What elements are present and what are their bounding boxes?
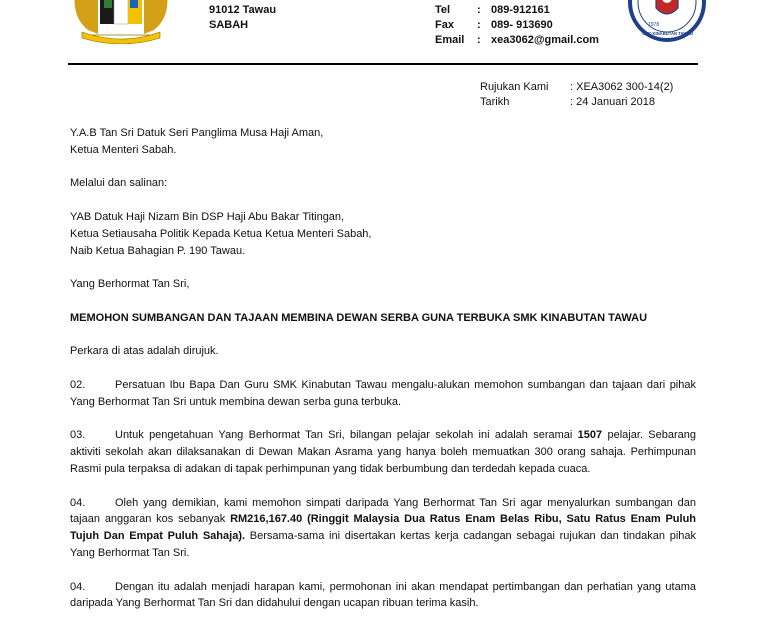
paragraph-04b [70, 579, 696, 613]
rujukan-label: Rujukan Kami [480, 81, 549, 93]
intro-line: Perkara di atas adalah dirujuk. [70, 345, 219, 358]
paragraph-number: 03. [70, 429, 86, 442]
cost-amount: RM216,167.40 (Ringgit Malaysia Dua Ratus Enam Belas Ribu, Satu Ratus Enam Puluh Tujuh Dan Empat Puluh Sahaja). [70, 513, 697, 543]
paragraph-text: Bersama-sama ini disertakan kertas kerja cadangan sebagai rujukan dan tindakan pihak Yang Berhormat Tan Sri. [70, 530, 697, 559]
contact-value: 089-912161 [491, 4, 550, 16]
letter-body [70, 125, 696, 612]
cc-title: Ketua Setiausaha Politik Kepada Ketua Ketua Menteri Sabah, [70, 227, 372, 240]
contact-separator: : [477, 4, 481, 16]
contact-block [435, 3, 599, 48]
contact-label: Fax [435, 19, 454, 31]
subject-line [70, 310, 696, 327]
subject-text: MEMOHON SUMBANGAN DAN TAJAAN MEMBINA DEWAN SERBA GUNA TERBUKA SMK KINABUTAN TAWAU [70, 311, 648, 324]
contact-label: Tel [435, 4, 451, 16]
via-copy: Melalui dan salinan: [70, 177, 168, 190]
contact-value: 089- 913690 [491, 19, 553, 31]
paragraph-04a [70, 495, 696, 562]
salutation: Yang Berhormat Tan Sri, [70, 278, 190, 291]
paragraph-number: 04. [70, 580, 86, 593]
paragraph-03 [70, 427, 696, 477]
tarikh-value: : 24 Januari 2018 [570, 96, 656, 108]
paragraph-number: 02. [70, 378, 86, 391]
contact-value: xea3062@gmail.com [491, 34, 599, 46]
contact-fax [435, 18, 599, 33]
badge-year: 1978 [648, 22, 660, 28]
reference-block [480, 80, 673, 110]
school-badge-logo [626, 0, 708, 44]
contact-label: Email [435, 34, 465, 46]
contact-separator: : [477, 34, 481, 46]
coat-of-arms-logo [68, 0, 174, 44]
paragraph-02 [70, 377, 696, 411]
contact-separator: : [477, 19, 481, 31]
paragraph-text: Untuk pengetahuan Yang Berhormat Tan Sri, bilangan pelajar sekolah ini adalah seramai [115, 429, 578, 442]
paragraph-text: pelajar. Sebarang aktiviti sekolah akan dilaksanakan di Dewan Makan Asrama yang hanya boleh memuatkan 300 orang sahaja. Perhimpunan Rasmi pula terpaksa di adakan di tapak perhimpunan yang tidak berbumbung dan terdedah kepada cuaca. [70, 429, 696, 475]
tarikh-label: Tarikh [480, 96, 510, 108]
contact-tel [435, 3, 599, 18]
paragraph-text: Dengan itu adalah menjadi harapan kami, permohonan ini akan mendapat pertimbangan dan perhatian yang utama daripada Yang Berhormat Tan Sri dan didahului dengan ucapan ribuan terima kasih. [70, 580, 696, 610]
recipient-name: Y.A.B Tan Sri Datuk Seri Panglima Musa Haji Aman, [70, 127, 324, 139]
student-count: 1507 [577, 429, 603, 442]
address-state: SABAH [209, 19, 249, 31]
cc-name: YAB Datuk Haji Nizam Bin DSP Haji Abu Bakar Titingan, [70, 210, 345, 223]
badge-school-name: SMK KINABUTAN TAWAU [642, 31, 694, 36]
contact-email [435, 33, 599, 48]
cc-position: Naib Ketua Bahagian P. 190 Tawau. [70, 244, 246, 257]
recipient-title: Ketua Menteri Sabah. [70, 143, 177, 156]
header-divider [68, 63, 698, 65]
address-line: 91012 Tawau [209, 4, 277, 16]
rujukan-value: : XEA3062 300-14(2) [570, 81, 674, 93]
paragraph-text: Oleh yang demikian, kami memohon simpati daripada Yang Berhormat Tan Sri agar menyalurkan sumbangan dan tajaan anggaran kos sebanyak [70, 496, 696, 526]
paragraph-text: Persatuan Ibu Bapa Dan Guru SMK Kinabutan Tawau mengalu-alukan memohon sumbangan dan tajaan dari pihak Yang Berhormat Tan Sri untuk membina dewan serba guna terbuka. [70, 378, 696, 408]
paragraph-number: 04. [70, 496, 86, 509]
